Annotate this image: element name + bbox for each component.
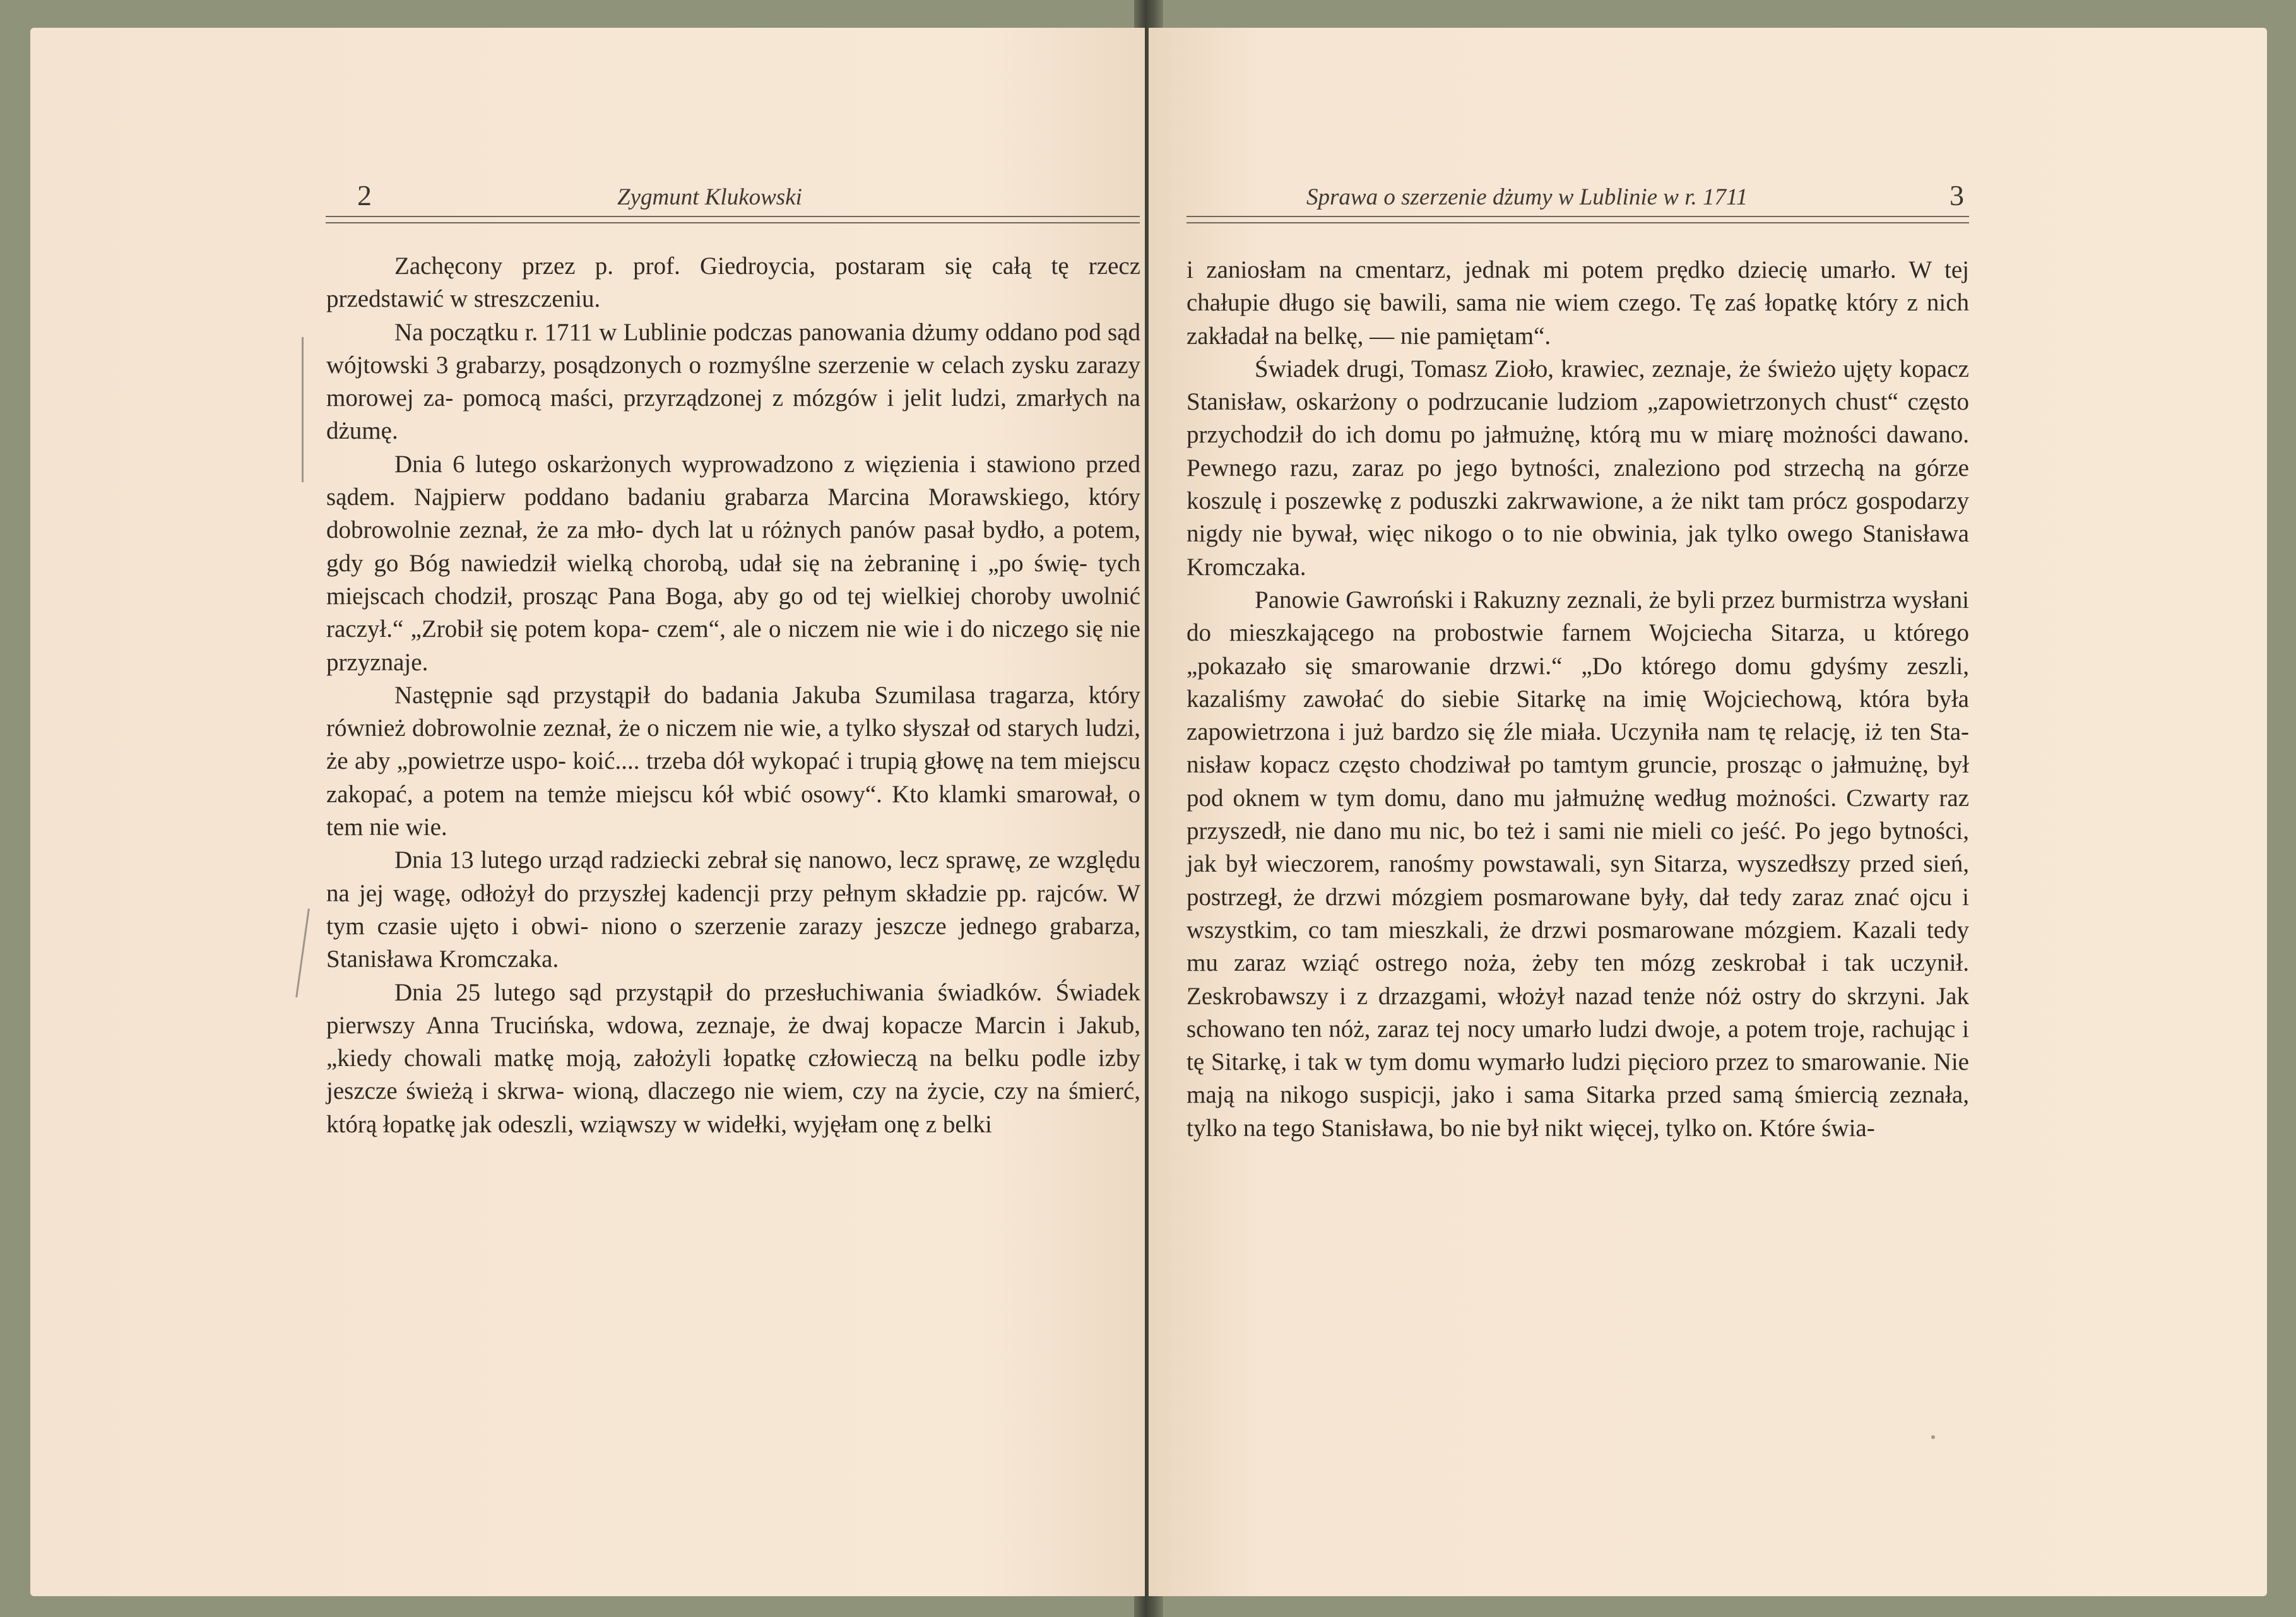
- right-running-head: Sprawa o szerzenie dżumy w Lublinie w r. 1711: [1306, 184, 1748, 210]
- paper-speck: [1931, 1435, 1935, 1439]
- paragraph: i zaniosłam na cmentarz, jednak mi potem prędko dziecię umarło. W tej chałupie długo się bawili, sama nie wiem czego. Tę zaś łopatkę który z nich zakładał na belkę, — nie pamiętam“.: [1186, 256, 1969, 350]
- header-rule: [326, 216, 1140, 217]
- left-running-head: Zygmunt Klukowski: [617, 184, 802, 210]
- paragraph: Dnia 13 lutego urząd radziecki zebrał się nanowo, lecz sprawę, ze względu na jej wagę, odłożył do przyszłej kadencji przy pełnym składzie pp. rajców. W tym czasie ujęto i obwi- niono o szerzenie zarazy jeszcze jednego grabarza, Stanisława Kromczaka.: [326, 846, 1140, 973]
- header-rule: [1186, 216, 1969, 217]
- left-page-body: [326, 250, 1140, 1141]
- left-page-number: 2: [357, 179, 372, 211]
- right-page-number: 3: [1950, 179, 1964, 211]
- right-page-header: [1186, 178, 1969, 217]
- paragraph: Świadek drugi, Tomasz Zioło, krawiec, zeznaje, że świeżo ujęty kopacz Stanisław, oskarżony o podrzucanie ludziom „zapowietrzonych chust“ często przychodził do ich domu po jałmużnę, którą mu w miarę możności dawano. Pewnego razu, zaraz po jego bytności, znaleziono pod strzechą na górze koszulę i poszewkę z poduszki zakrwawione, a że nikt tam prócz gospodarzy nigdy nie bywał, więc nikogo o to nie obwinia, jak tylko owego Stanisława Kromczaka.: [1186, 355, 1969, 581]
- paragraph: Dnia 25 lutego sąd przystąpił do przesłuchiwania świadków. Świadek pierwszy Anna Trucińska, wdowa, zeznaje, że dwaj kopacze Marcin i Jakub, „kiedy chowali matkę moją, założyli łopatkę człowieczą na belku podle izby jeszcze świeżą i skrwa- wioną, dlaczego nie wiem, czy na życie, czy na śmierć, którą łopatkę jak odeszli, wziąwszy w widełki, wyjęłam onę z belki: [326, 978, 1140, 1138]
- paragraph: Zachęcony przez p. prof. Giedroycia, postaram się całą tę rzecz przedstawić w streszczeniu.: [326, 252, 1140, 313]
- left-page-header: [326, 178, 1140, 217]
- pencil-margin-mark: [295, 908, 310, 997]
- right-page-body: [1186, 254, 1969, 1145]
- paragraph: Na początku r. 1711 w Lublinie podczas panowania dżumy oddano pod sąd wójtowski 3 grabarzy, posądzonych o rozmyślne szerzenie w celach zysku zarazy morowej za- pomocą maści, przyrządzonej z mózgów i jelit ludzi, zmarłych na dżumę.: [326, 318, 1140, 445]
- paragraph: Dnia 6 lutego oskarżonych wyprowadzono z więzienia i stawiono przed sądem. Najpierw poddano badaniu grabarza Marcina Morawskiego, który dobrowolnie zeznał, że za mło- dych lat u różnych panów pasał bydło, a potem, gdy go Bóg nawiedził wielką chorobą, udał się na żebraninę i „po świę- tych miejscach chodził, prosząc Pana Boga, aby go od tej wielkiej choroby uwolnić raczył.“ „Zrobił się potem kopa- czem“, ale o niczem nie wie i do niczego się nie przyznaje.: [326, 450, 1140, 676]
- pencil-margin-mark: [302, 337, 304, 482]
- paragraph: Panowie Gawroński i Rakuzny zeznali, że byli przez burmistrza wysłani do mieszkającego na probostwie farnem Wojciecha Sitarza, u którego „pokazało się smarowanie drzwi.“ „Do którego domu gdyśmy zeszli, kazaliśmy zawołać do siebie Sitarkę na imię Wojciechową, która była zapowietrzona i już bardzo się źle miała. Uczyniła nam tę relację, iż ten Sta- nisław kopacz często chodziwał po tamtym gruncie, prosząc o jałmużnę, był pod oknem w tym domu, dano mu jałmużnę według możności. Czwarty raz przyszedł, nie dano mu nic, bo też i sami nie mieli co jeść. Po jego bytności, jak był wieczorem, ranośmy powstawali, syn Sitarza, wyszedłszy przed sień, postrzegł, że drzwi mózgiem posmarowane były, dał tedy zaraz znać ojcu i wszystkim, co tam mieszkali, że drzwi posmarowane mózgiem. Kazali tedy mu zaraz wziąć ostrego noża, żeby ten mózg zeskrobał i tak uczynił. Zeskrobawszy i z drzazgami, włożył nazad tenże nóż ostry do skrzyni. Jak schowano ten nóż, zaraz tej nocy umarło ludzi dwoje, a potem troje, rachując i tę Sitarkę, i tak w tym domu wymarło ludzi pięcioro przez to smarowanie. Nie mają na nikogo suspicji, jako i sama Sitarka przed samą śmiercią zeznała, tylko na tego Stanisława, bo nie był nikt więcej, tylko on. Które świa-: [1186, 586, 1969, 1142]
- right-page: [1149, 28, 2267, 1596]
- left-page: [30, 28, 1145, 1596]
- header-rule: [1186, 222, 1969, 223]
- header-rule: [326, 222, 1140, 223]
- paragraph: Następnie sąd przystąpił do badania Jakuba Szumilasa tragarza, który również dobrowolnie zeznał, że o niczem nie wie, a tylko słyszał od starych ludzi, że aby „powietrze uspo- koić.... trzeba dół wykopać i trupią głowę na tem miejscu zakopać, a potem na temże miejscu kół wbić osowy“. Kto klamki smarował, o tem nie wie.: [326, 681, 1140, 841]
